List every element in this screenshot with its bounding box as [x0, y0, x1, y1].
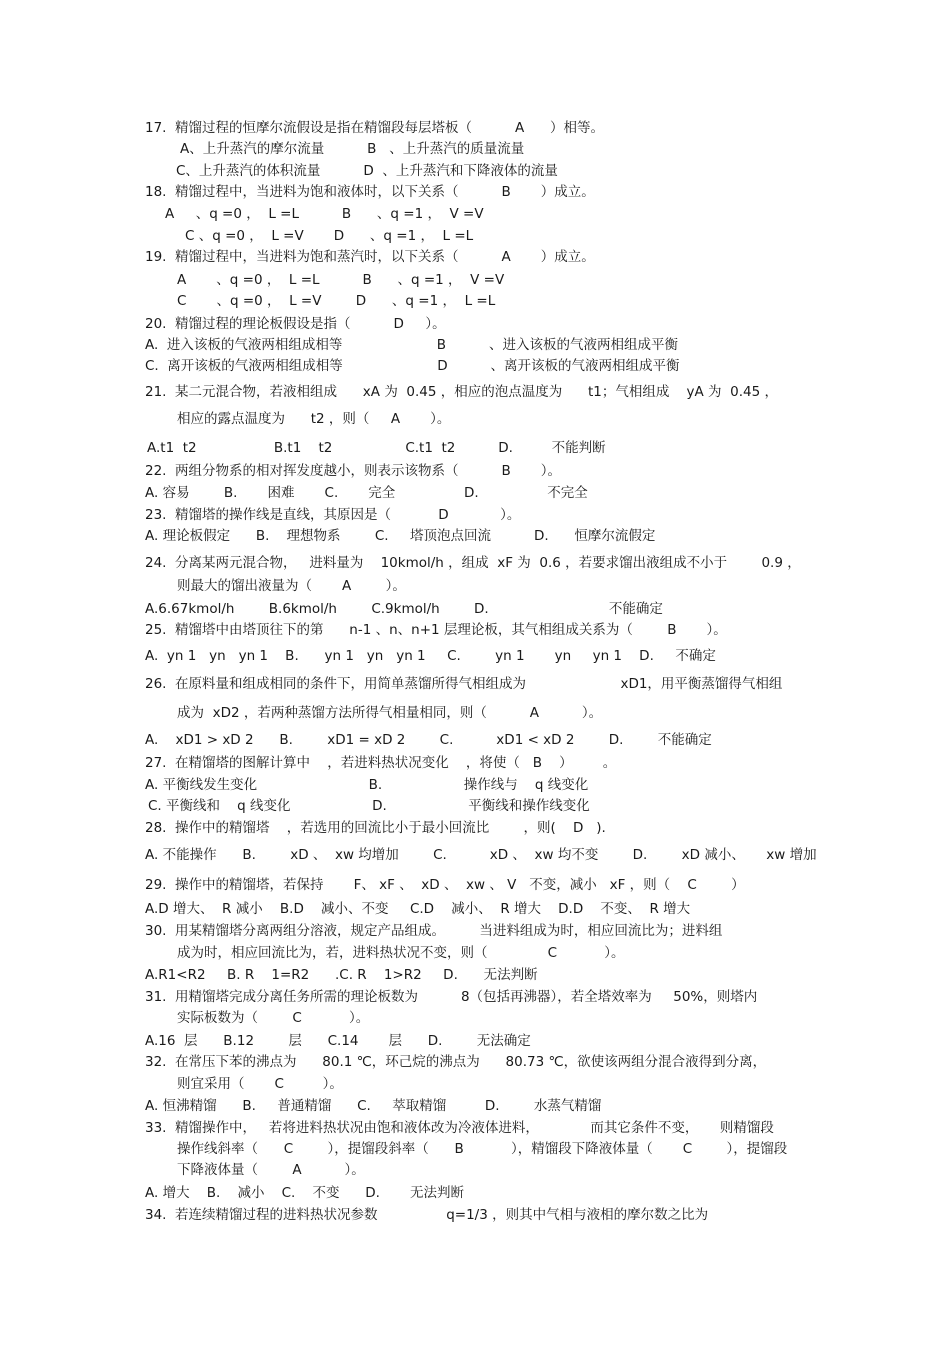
q23-text: 23. 精馏塔的操作线是直线，其原因是（ D ）。 [145, 507, 521, 523]
q30-text-cont: 成为时，相应回流比为，若，进料热状况不变，则（ C ）。 [177, 945, 625, 961]
q21-text-cont: 相应的露点温度为 t2 ，则（ A ）。 [177, 411, 451, 427]
q17-option-cd: C、上升蒸汽的体积流量 D 、上升蒸汽和下降液体的流量 [176, 163, 558, 179]
q25-text: 25. 精馏塔中由塔顶往下的第 n-1 、n、n+1 层理论板，其气相组成关系为（ B ）。 [145, 622, 727, 638]
q22-text: 22. 两组分物系的相对挥发度越小，则表示该物系（ B ）。 [145, 463, 562, 479]
q17-option-ab: A、上升蒸汽的摩尔流量 B 、上升蒸汽的质量流量 [180, 141, 525, 157]
q18-option-ab: A 、q =0 ， L =L B 、q =1 ， V =V [165, 206, 484, 222]
q24-options: A.6.67kmol/h B.6kmol/h C.9kmol/h D. 不能确定 [145, 601, 663, 617]
q33-text-cont: 操作线斜率（ C ），提馏段斜率（ B ），精馏段下降液体量（ C ），提馏段 [177, 1141, 788, 1157]
q29-options: A.D 增大、 R 减小 B.D 减小、不变 C.D 减小、 R 增大 D.D 不变、 R 增大 [145, 901, 691, 917]
q20-text: 20. 精馏过程的理论板假设是指（ D ）。 [145, 316, 446, 332]
q34-text: 34. 若连续精馏过程的进料热状况参数 q=1/3 ，则其中气相与液相的摩尔数之比为 [145, 1207, 709, 1223]
q20-option-cd: C. 离开该板的气液两相组成相等 D 、离开该板的气液两相组成平衡 [145, 358, 680, 374]
q25-options: A. yn 1 yn yn 1 B. yn 1 yn yn 1 C. yn 1 yn yn 1 D. 不确定 [145, 648, 716, 664]
q19-option-cd: C 、q =0 ， L =V D 、q =1 ， L =L [177, 293, 496, 309]
q22-options: A. 容易 B. 困难 C. 完全 D. 不完全 [145, 485, 588, 501]
q33-text-cont2: 下降液体量（ A ）。 [177, 1162, 365, 1178]
q27-option-cd: C. 平衡线和 q 线变化 D. 平衡线和操作线变化 [148, 798, 590, 814]
q17-text: 17. 精馏过程的恒摩尔流假设是指在精馏段每层塔板（ A ）相等。 [145, 120, 604, 136]
q33-options: A. 增大 B. 减小 C. 不变 D. 无法判断 [145, 1185, 464, 1201]
q28-text: 28. 操作中的精馏塔 ，若选用的回流比小于最小回流比 ，则( D ). [145, 820, 606, 836]
q26-options: A. xD1 > xD 2 B. xD1 = xD 2 C. xD1 < xD 2 D. 不能确定 [145, 732, 712, 748]
q20-option-ab: A. 进入该板的气液两相组成相等 B 、进入该板的气液两相组成平衡 [145, 337, 678, 353]
q24-text-cont: 则最大的馏出液量为（ A ）。 [177, 578, 406, 594]
q26-text-cont: 成为 xD2 ，若两种蒸馏方法所得气相量相同，则（ A ）。 [177, 705, 603, 721]
q27-text: 27. 在精馏塔的图解计算中 ，若进料热状况变化 ，将使（ B ） 。 [145, 755, 617, 771]
q24-text: 24. 分离某两元混合物， 进料量为 10kmol/h ，组成 xF 为 0.6 ，若要求馏出液组成不小于 0.9 ， [145, 555, 801, 571]
q33-text: 33. 精馏操作中， 若将进料热状况由饱和液体改为冷液体进料， 而其它条件不变， 则精馏段 [145, 1120, 774, 1136]
q31-text: 31. 用精馏塔完成分离任务所需的理论板数为 8（包括再沸器），若全塔效率为 50%，则塔内 [145, 989, 758, 1005]
q28-options: A. 不能操作 B. xD 、 xw 均增加 C. xD 、 xw 均不变 D. xD 减小、 xw 增加 [145, 847, 817, 863]
q32-options: A. 恒沸精馏 B. 普通精馏 C. 萃取精馏 D. 水蒸气精馏 [145, 1098, 602, 1114]
q26-text: 26. 在原料量和组成相同的条件下，用简单蒸馏所得气相组成为 xD1，用平衡蒸馏得气相组 [145, 676, 783, 692]
q31-options: A.16 层 B.12 层 C.14 层 D. 无法确定 [145, 1033, 531, 1049]
q19-text: 19. 精馏过程中，当进料为饱和蒸汽时，以下关系（ A ）成立。 [145, 249, 595, 265]
q30-text: 30. 用某精馏塔分离两组分溶液，规定产品组成。 当进料组成为时，相应回流比为；进料组 [145, 923, 723, 939]
q32-text-cont: 则宜采用（ C ）。 [177, 1076, 343, 1092]
q31-text-cont: 实际板数为（ C ）。 [177, 1010, 370, 1026]
q23-options: A. 理论板假定 B. 理想物系 C. 塔顶泡点回流 D. 恒摩尔流假定 [145, 528, 656, 544]
q27-option-ab: A. 平衡线发生变化 B. 操作线与 q 线变化 [145, 777, 589, 793]
q18-text: 18. 精馏过程中，当进料为饱和液体时，以下关系（ B ）成立。 [145, 184, 595, 200]
q19-option-ab: A 、q =0 ， L =L B 、q =1 ， V =V [177, 272, 505, 288]
q21-options: A.t1 t2 B.t1 t2 C.t1 t2 D. 不能判断 [147, 440, 606, 456]
q21-text: 21. 某二元混合物，若液相组成 xA 为 0.45 ，相应的泡点温度为 t1；气相组成 yA 为 0.45 ， [145, 384, 778, 400]
q30-options: A.R1<R2 B. R 1=R2 .C. R 1>R2 D. 无法判断 [145, 967, 538, 983]
q18-option-cd: C 、q =0 ， L =V D 、q =1 ， L =L [185, 228, 474, 244]
q32-text: 32. 在常压下苯的沸点为 80.1 ℃，环己烷的沸点为 80.73 ℃，欲使该两组分混合液得到分离， [145, 1054, 767, 1070]
q29-text: 29. 操作中的精馏塔，若保持 F、 xF 、 xD 、 xw 、 V 不变，减小 xF ，则（ C ） [145, 877, 745, 893]
